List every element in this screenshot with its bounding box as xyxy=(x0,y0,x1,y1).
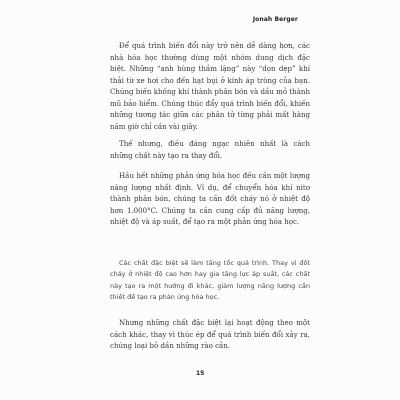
page-number: 15 xyxy=(196,370,205,377)
paragraph-4-callout: Các chất đặc biệt sẽ làm tăng tốc quá trình. Thay vì đốt cháy ở nhiệt độ cao hơn hay gia tăng lực áp suất, các chất này tạo ra một hướng đi khác, giảm lượng năng lượng cần thiết để tạo ra phản ứng hóa học. xyxy=(110,259,310,301)
paragraph-3: Hầu hết những phản ứng hóa học đều cần một lượng năng lượng nhất định. Ví dụ, để chuyển hóa khí nitơ thành phân bón, chúng ta cần đốt cháy nó ở nhiệt độ hơn 1.000°C. Chúng ta cần cung cấp đủ năng lượng, nhiệt độ và áp suất, để tạo ra một phản ứng hóa học. xyxy=(110,171,310,227)
paragraph-2: Thế nhưng, điều đáng ngạc nhiên nhất là cách những chất này tạo ra thay đổi. xyxy=(110,139,310,160)
paragraph-1: Để quá trình biến đổi này trở nên dễ dàng hơn, các nhà hóa học thường dùng một nhóm dung dịch đặc biệt. Những “anh hùng thầm lặng” này “dọn dẹp” khí thải từ xe hơi cho đến hạt bụi ở kính áp tròng của bạn. Chúng biến khống khí thành phân bón và dầu mỏ thành mũ bảo hiểm. Chúng thúc đẩy quá trình biến đổi, khiến những tương tác giữa các phân tử từng phải mất hàng năm giờ chỉ cần vài giây. xyxy=(110,41,310,131)
paragraph-5: Nhưng những chất đặc biệt lại hoạt động theo một cách khác, thay vì thúc ép để quá trình biến đổi xảy ra, chúng loại bỏ dần những rào cản. xyxy=(110,318,310,351)
running-header-author: Jonah Berger xyxy=(252,16,298,23)
